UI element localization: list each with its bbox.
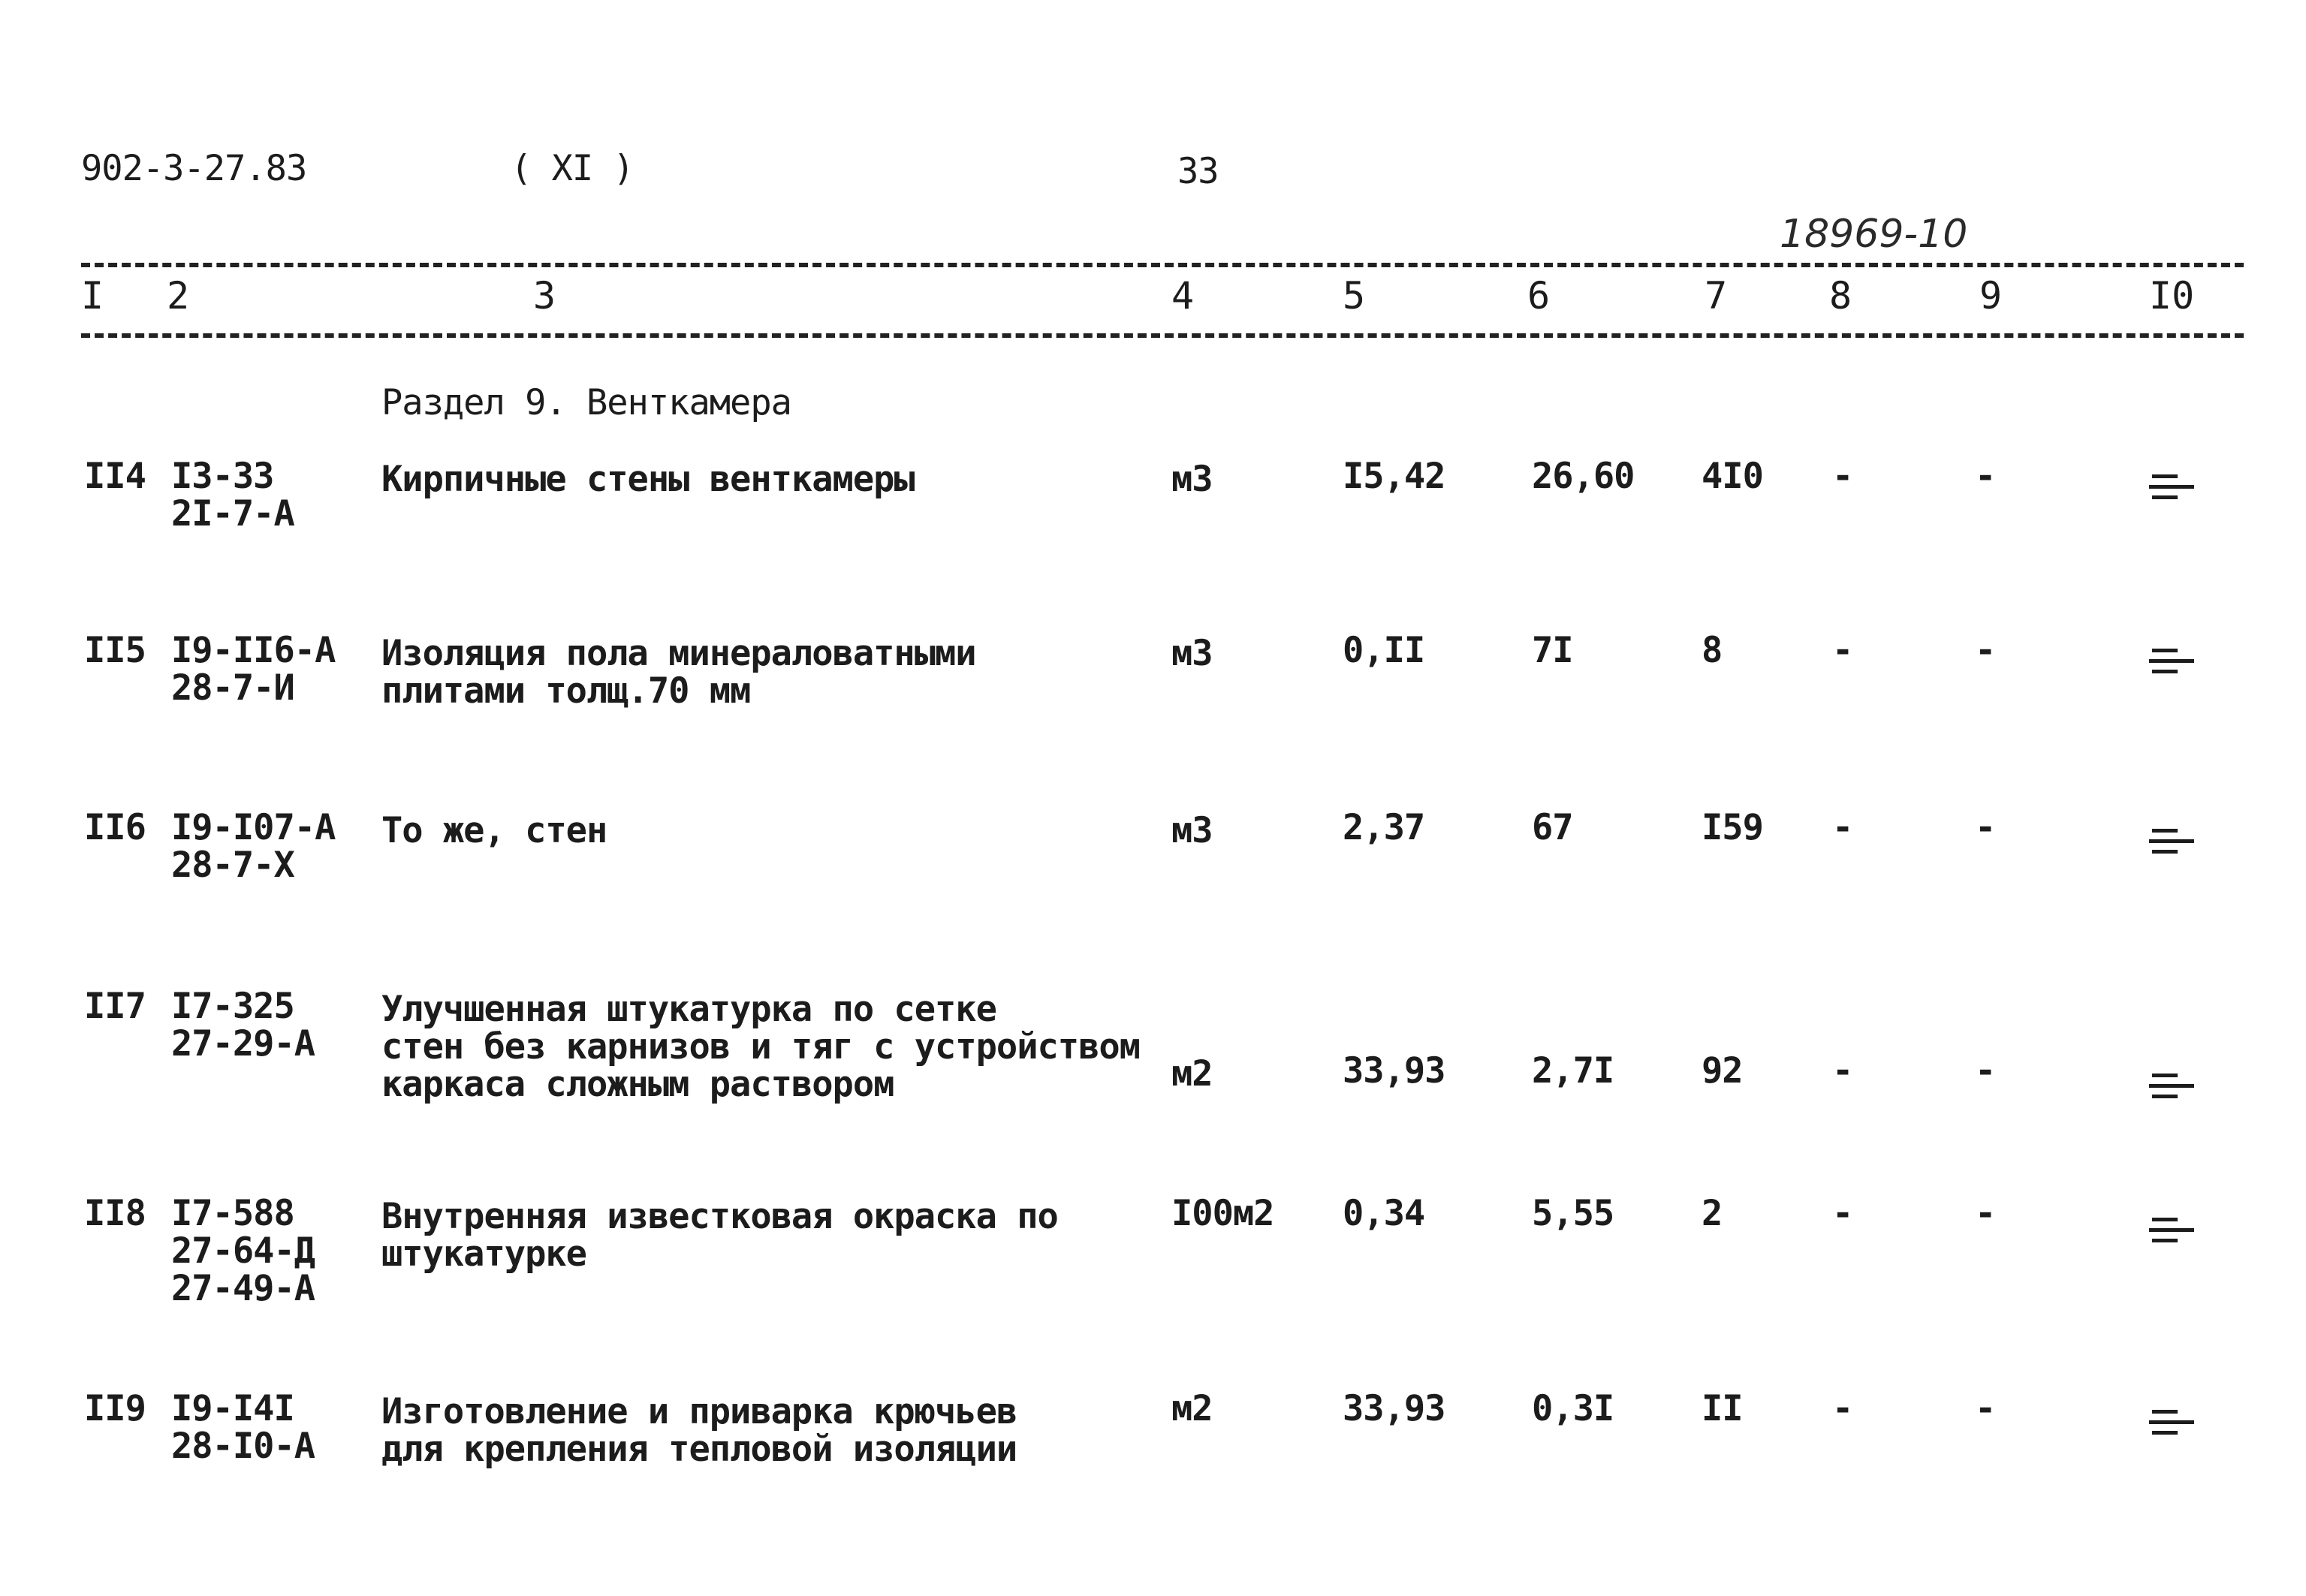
- row-col9: -: [1975, 807, 1996, 848]
- row-number: II7: [84, 986, 146, 1027]
- row-code-line: 27-49-А: [171, 1268, 315, 1309]
- col-header-8: 8: [1829, 274, 1852, 318]
- row-code-line: I7-588: [171, 1193, 294, 1234]
- row-description-line: Изготовление и приварка крючьев: [381, 1391, 1017, 1432]
- row-quantity: 33,93: [1343, 1050, 1445, 1092]
- row-col8: -: [1832, 456, 1853, 497]
- col-header-2: 2: [167, 274, 190, 318]
- row-col9: -: [1975, 1193, 1996, 1234]
- row-unit: м2: [1171, 1053, 1213, 1095]
- row-description-line: каркаса сложным раствором: [381, 1064, 894, 1105]
- row-col9: -: [1975, 630, 1996, 671]
- row-quantity: 33,93: [1343, 1388, 1445, 1429]
- row-col8: -: [1832, 630, 1853, 671]
- row-total-cost: 8: [1702, 630, 1723, 671]
- row-col8: -: [1832, 1050, 1853, 1092]
- row-number: II5: [84, 630, 146, 671]
- row-quantity: 2,37: [1343, 807, 1425, 848]
- row-code-line: 28-7-Х: [171, 845, 294, 886]
- row-unit: I00м2: [1171, 1193, 1274, 1234]
- volume-label: ( XI ): [511, 148, 634, 189]
- row-code-line: I9-II6-А: [171, 630, 336, 671]
- row-description-line: плитами толщ.70 мм: [381, 670, 751, 712]
- row-total-cost: 2: [1702, 1193, 1723, 1234]
- row-col9: -: [1975, 1050, 1996, 1092]
- equals-mark: [2149, 1410, 2197, 1441]
- row-description-line: стен без карнизов и тяг с устройством: [381, 1026, 1140, 1068]
- row-unit: м3: [1171, 459, 1213, 500]
- col-header-5: 5: [1343, 274, 1366, 318]
- row-unit: м3: [1171, 810, 1213, 851]
- row-quantity: 0,34: [1343, 1193, 1425, 1234]
- row-description-line: Улучшенная штукатурка по сетке: [381, 989, 996, 1030]
- row-unit-cost: 2,7I: [1532, 1050, 1614, 1092]
- equals-mark: [2149, 829, 2197, 860]
- header-bottom-rule: [81, 333, 2244, 338]
- row-description-line: Кирпичные стены венткамеры: [381, 459, 915, 500]
- row-description-line: То же, стен: [381, 810, 607, 851]
- row-unit: м3: [1171, 633, 1213, 674]
- row-code-line: I9-I4I: [171, 1388, 294, 1429]
- row-col9: -: [1975, 1388, 1996, 1429]
- row-number: II4: [84, 456, 146, 497]
- equals-mark: [2149, 649, 2197, 680]
- row-col9: -: [1975, 456, 1996, 497]
- row-code-line: I9-I07-А: [171, 807, 336, 848]
- row-description-line: штукатурке: [381, 1233, 586, 1275]
- col-header-6: 6: [1527, 274, 1551, 318]
- row-number: II9: [84, 1388, 146, 1429]
- document-code: 902-3-27.83: [81, 148, 307, 189]
- row-description-line: для крепления тепловой изоляции: [381, 1429, 1017, 1470]
- equals-mark: [2149, 1074, 2197, 1105]
- row-unit-cost: 0,3I: [1532, 1388, 1614, 1429]
- equals-mark: [2149, 474, 2197, 506]
- page-number: 33: [1177, 151, 1219, 192]
- row-unit-cost: 5,55: [1532, 1193, 1614, 1234]
- col-header-1: I: [81, 274, 104, 318]
- header-top-rule: [81, 263, 2244, 267]
- row-unit: м2: [1171, 1388, 1213, 1429]
- row-code-line: I7-325: [171, 986, 294, 1027]
- handwritten-reference: 18969-10: [1780, 212, 1968, 257]
- row-description-line: Внутренняя известковая окраска по: [381, 1196, 1058, 1237]
- row-unit-cost: 7I: [1532, 630, 1573, 671]
- col-header-3: 3: [533, 274, 556, 318]
- row-total-cost: I59: [1702, 807, 1763, 848]
- row-total-cost: 4I0: [1702, 456, 1763, 497]
- row-description-line: Изоляция пола минераловатными: [381, 633, 976, 674]
- row-code-line: I3-33: [171, 456, 274, 497]
- row-code-line: 27-64-Д: [171, 1230, 315, 1272]
- row-number: II8: [84, 1193, 146, 1234]
- row-total-cost: 92: [1702, 1050, 1743, 1092]
- col-header-10: I0: [2149, 274, 2195, 318]
- col-header-4: 4: [1171, 274, 1195, 318]
- row-code-line: 27-29-А: [171, 1023, 315, 1065]
- col-header-7: 7: [1705, 274, 1728, 318]
- row-total-cost: II: [1702, 1388, 1743, 1429]
- row-number: II6: [84, 807, 146, 848]
- equals-mark: [2149, 1218, 2197, 1249]
- section-title: Раздел 9. Венткамера: [381, 382, 791, 423]
- row-quantity: 0,II: [1343, 630, 1425, 671]
- row-quantity: I5,42: [1343, 456, 1445, 497]
- col-header-9: 9: [1979, 274, 2003, 318]
- row-unit-cost: 26,60: [1532, 456, 1635, 497]
- row-code-line: 28-I0-А: [171, 1426, 315, 1467]
- row-col8: -: [1832, 1193, 1853, 1234]
- row-col8: -: [1832, 807, 1853, 848]
- row-code-line: 28-7-И: [171, 667, 294, 709]
- row-unit-cost: 67: [1532, 807, 1573, 848]
- row-code-line: 2I-7-А: [171, 493, 294, 535]
- row-col8: -: [1832, 1388, 1853, 1429]
